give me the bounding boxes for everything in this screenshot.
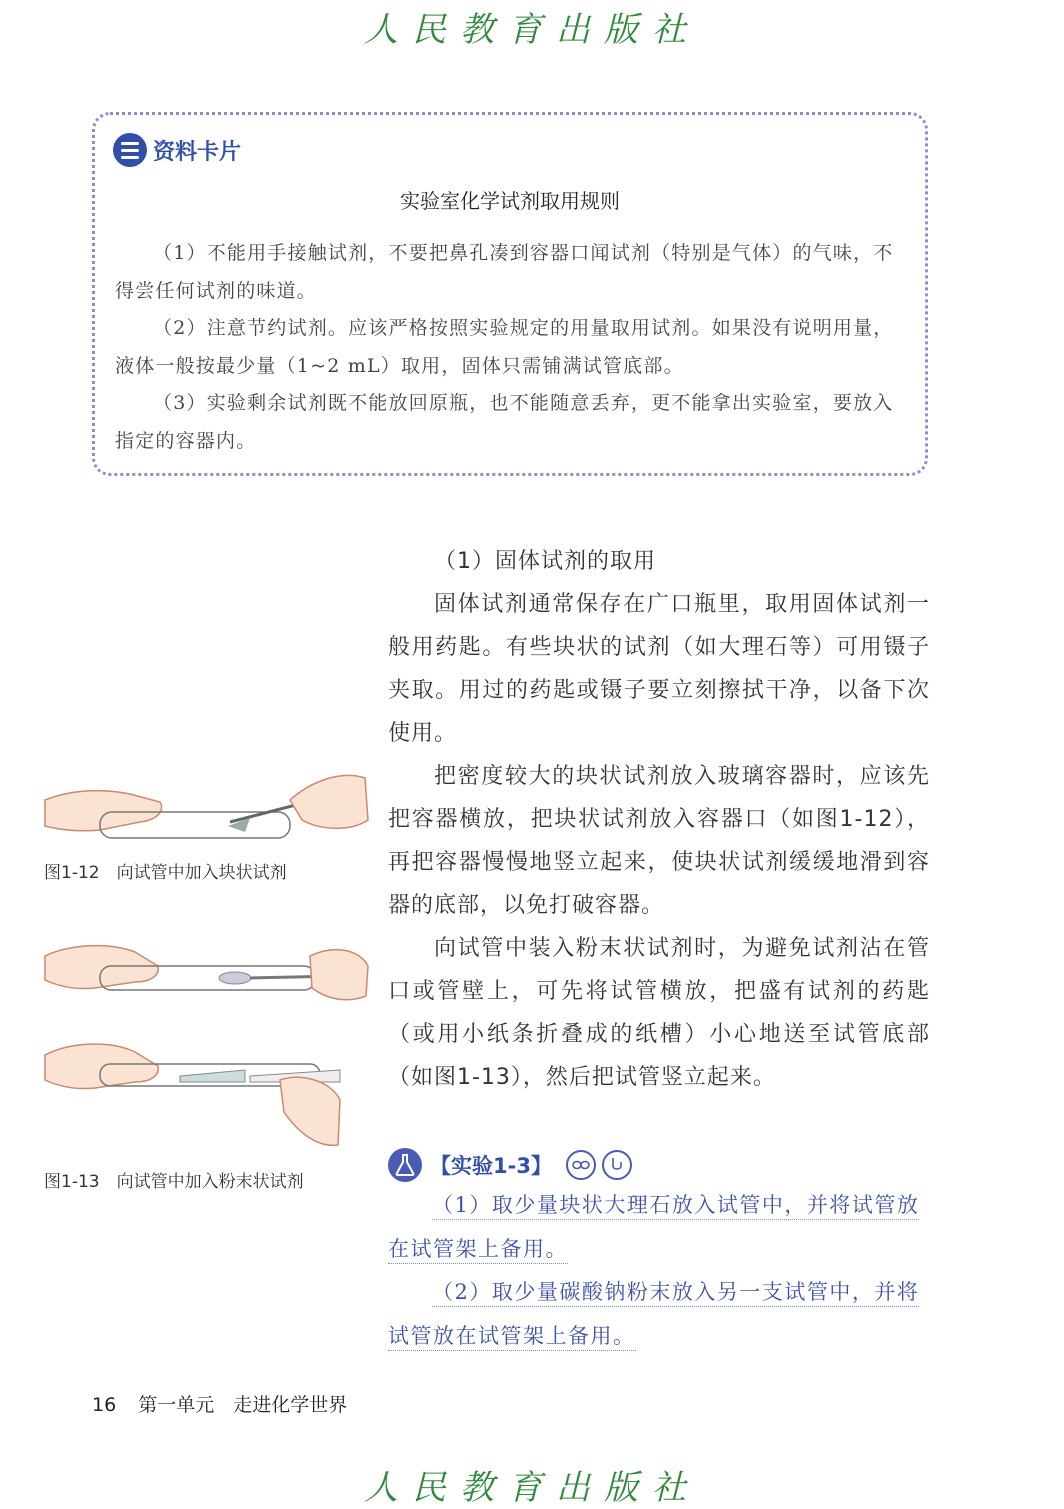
flask-icon <box>388 1148 422 1182</box>
experiment-header <box>388 1148 632 1182</box>
experiment-step <box>388 1271 930 1358</box>
page-footer <box>92 1390 347 1417</box>
experiment-step <box>388 1184 930 1271</box>
publisher-watermark-bottom: 人民教育出版社 <box>364 1468 700 1508</box>
main-text <box>388 540 930 1099</box>
info-card-label: 资料卡片 <box>153 139 242 165</box>
rule-paragraph: （1）不能用手接触试剂，不要把鼻孔凑到容器口闻试剂（特别是气体）的气味，不得尝任何试剂的味道。 <box>115 242 894 302</box>
experiment-step-text: （1）取少量块状大理石放入试管中，并将试管放在试管架上备用。 <box>388 1193 919 1264</box>
document-icon <box>113 133 147 167</box>
info-card-title: 实验室化学试剂取用规则 <box>400 189 620 213</box>
experiment-step-text: （2）取少量碳酸钠粉末放入另一支试管中，并将试管放在试管架上备用。 <box>388 1280 919 1351</box>
goggles-safety-icon <box>566 1150 596 1180</box>
page-number: 16 <box>92 1394 117 1416</box>
body-paragraph: 固体试剂通常保存在广口瓶里，取用固体试剂一般用药匙。有些块状的试剂（如大理石等）可用镊子夹取。用过的药匙或镊子要立刻擦拭干净，以备下次使用。 <box>388 592 930 746</box>
figure-1-13-illustration-spoon <box>40 936 370 1016</box>
section-subheading: （1）固体试剂的取用 <box>434 549 656 574</box>
figure-1-13-illustration-paper-trough <box>40 1030 350 1150</box>
publisher-watermark-top: 人民教育出版社 <box>364 10 700 50</box>
info-card <box>92 112 928 476</box>
figure-1-13-caption: 图1-13 向试管中加入粉末状试剂 <box>44 1172 304 1192</box>
rule-paragraph: （2）注意节约试剂。应该严格按照实验规定的用量取用试剂。如果没有说明用量，液体一般按最少量（1~2 mL）取用，固体只需铺满试管底部。 <box>115 317 894 377</box>
experiment-steps <box>388 1184 930 1358</box>
figure-1-12-caption: 图1-12 向试管中加入块状试剂 <box>44 863 287 883</box>
rule-paragraph: （3）实验剩余试剂既不能放回原瓶，也不能随意丢弃，更不能拿出实验室，要放入指定的容器内。 <box>115 392 894 452</box>
info-card-body <box>115 235 911 460</box>
info-card-header <box>113 133 241 167</box>
body-paragraph: 向试管中装入粉末状试剂时，为避免试剂沾在管口或管壁上，可先将试管横放，把盛有试剂的药匙（或用小纸条折叠成的纸槽）小心地送至试管底部（如图1-13），然后把试管竖立起来。 <box>388 936 930 1090</box>
experiment-title: 【实验1-3】 <box>430 1154 552 1178</box>
hand-wash-safety-icon <box>602 1150 632 1180</box>
unit-title: 第一单元 走进化学世界 <box>138 1394 348 1416</box>
body-paragraph: 把密度较大的块状试剂放入玻璃容器时，应该先把容器横放，把块状试剂放入容器口（如图1-12），再把容器慢慢地竖立起来，使块状试剂缓缓地滑到容器的底部，以免打破容器。 <box>388 764 930 918</box>
figure-1-12-illustration <box>40 760 370 855</box>
